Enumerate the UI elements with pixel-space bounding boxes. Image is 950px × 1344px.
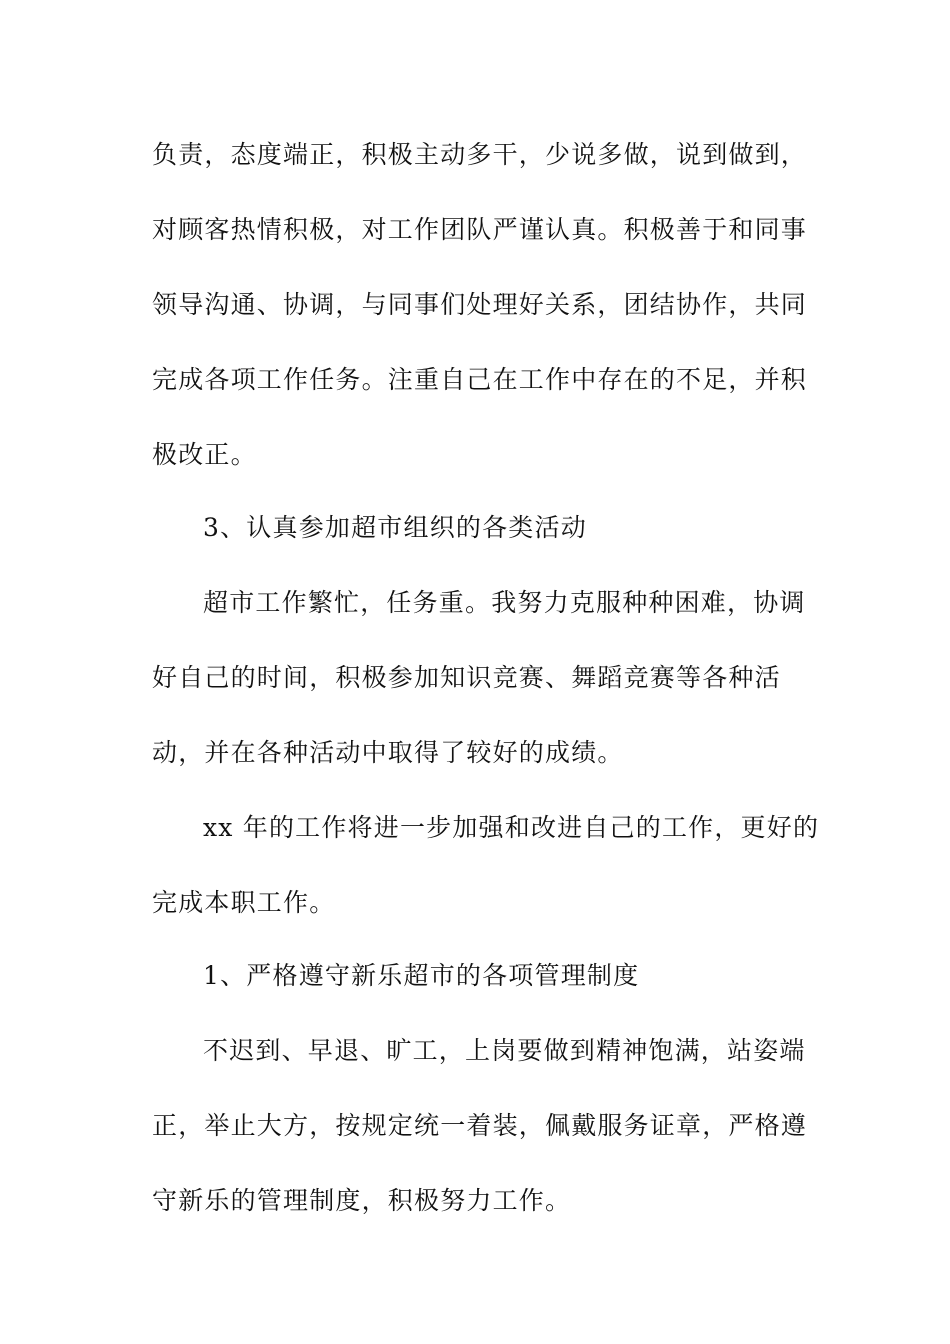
paragraph-line: 正，举止大方，按规定统一着装，佩戴服务证章，严格遵	[152, 1111, 808, 1140]
paragraph-line: 好自己的时间，积极参加知识竞赛、舞蹈竞赛等各种活	[152, 663, 781, 692]
paragraph-line: 极改正。	[152, 440, 257, 469]
paragraph-line: 完成各项工作任务。注重自己在工作中存在的不足，并积	[152, 365, 808, 394]
paragraph-line: 领导沟通、协调，与同事们处理好关系，团结协作，共同	[152, 290, 808, 319]
paragraph-line: 超市工作繁忙，任务重。我努力克服种种困难，协调	[203, 588, 806, 617]
paragraph-line: 不迟到、早退、旷工，上岗要做到精神饱满，站姿端	[203, 1036, 806, 1065]
section-heading: 3、认真参加超市组织的各类活动	[203, 513, 587, 542]
paragraph-line: 对顾客热情积极，对工作团队严谨认真。积极善于和同事	[152, 215, 808, 244]
paragraph-line: 动，并在各种活动中取得了较好的成绩。	[152, 738, 624, 767]
paragraph-line: 负责，态度端正，积极主动多干，少说多做，说到做到，	[152, 140, 808, 169]
paragraph-line: 守新乐的管理制度，积极努力工作。	[152, 1186, 572, 1215]
paragraph-line: 完成本职工作。	[152, 888, 336, 917]
paragraph-line: xx 年的工作将进一步加强和改进自己的工作，更好的	[203, 813, 820, 842]
section-heading: 1、严格遵守新乐超市的各项管理制度	[203, 961, 640, 990]
